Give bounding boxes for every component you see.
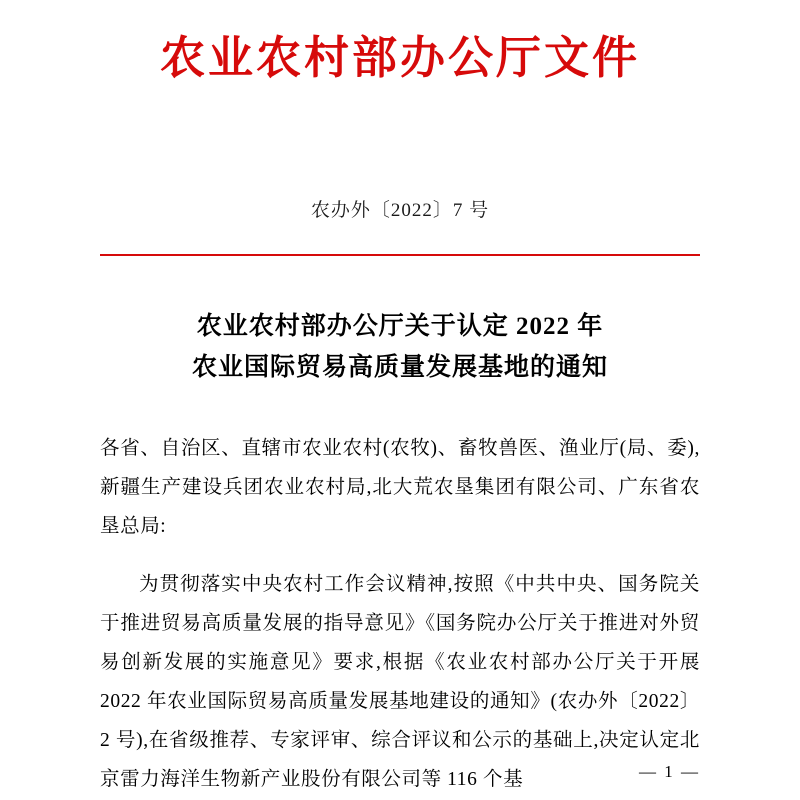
page-number: — 1 — [639,762,700,781]
page-title [100,306,700,389]
page-title-line-2: 农业国际贸易高质量发展基地的通知 [191,354,608,382]
red-divider-rule [100,254,700,257]
paragraph-recipients: 各省、自治区、直辖市农业农村(农牧)、畜牧兽医、渔业厅(局、委),新疆生产建设兵团农业农村局,北大荒农垦集团有限公司、广东省农垦总局: [100,437,700,537]
paragraph-body-1: 为贯彻落实中央农村工作会议精神,按照《中共中央、国务院关于推进贸易高质量发展的指导意见》《国务院办公厅关于推进对外贸易创新发展的实施意见》要求,根据《农业农村部办公厅关于开展 2022 年农业国际贸易高质量发展基地建设的通知》(农办外〔2022〕2 号),在省级推荐、专家评审、综合评议和公示的基础上,决定认定北京雷力海洋生物新产业股份有限公司等 116 个基 [100,574,700,790]
document-body [100,429,700,800]
document-masthead: 农业农村部办公厅文件 [159,31,640,84]
page-title-line-1: 农业农村部办公厅关于认定 2022 年 [196,313,604,340]
document-number: 农办外〔2022〕7 号 [310,199,490,221]
